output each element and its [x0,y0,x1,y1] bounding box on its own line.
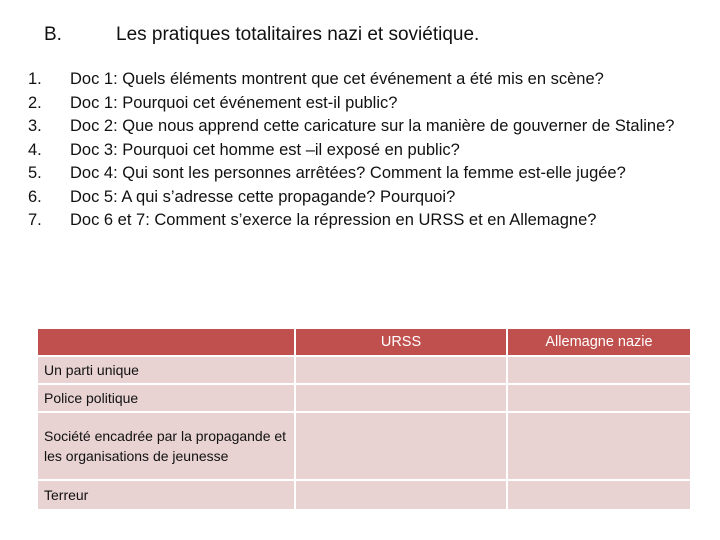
header-allemagne: Allemagne nazie [507,328,691,356]
question-number: 1. [28,70,42,88]
question-number: 7. [28,211,42,229]
cell-allemagne[interactable] [507,356,691,384]
cell-urss[interactable] [295,412,507,480]
question-text: Doc 4: Qui sont les personnes arrêtées? Comment la femme est-elle jugée? [70,164,626,182]
table-header-row [37,328,691,356]
question-number: 3. [28,117,42,135]
cell-allemagne[interactable] [507,384,691,412]
table-row [37,412,691,480]
question-text: Doc 3: Pourquoi cet homme est –il exposé en public? [70,140,460,159]
question-item [28,209,698,233]
question-text: Doc 6 et 7: Comment s’exerce la répression en URSS et en Allemagne? [70,211,597,229]
question-item [28,186,698,210]
section-letter: B. [44,24,62,45]
question-text: Doc 5: A qui s’adresse cette propagande? Pourquoi? [70,187,456,206]
cell-urss[interactable] [295,480,507,510]
row-label: Société encadrée par la propagande et les organisations de jeunesse [37,412,295,480]
row-label: Terreur [37,480,295,510]
question-item [28,162,698,186]
header-empty-cell [37,328,295,356]
cell-allemagne[interactable] [507,480,691,510]
question-item [28,68,698,92]
question-number: 5. [28,164,42,182]
question-text: Doc 1: Pourquoi cet événement est-il public? [70,93,398,112]
question-number: 2. [28,93,42,112]
row-label: Un parti unique [37,356,295,384]
cell-allemagne[interactable] [507,412,691,480]
question-number: 4. [28,140,42,159]
question-item [28,115,698,139]
question-item [28,92,698,116]
question-list [28,68,698,233]
cell-urss[interactable] [295,356,507,384]
question-item [28,139,698,163]
section-title: Les pratiques totalitaires nazi et soviétique. [116,24,480,45]
cell-urss[interactable] [295,384,507,412]
header-urss: URSS [295,328,507,356]
question-text: Doc 1: Quels éléments montrent que cet événement a été mis en scène? [70,70,604,88]
table-row [37,356,691,384]
table-row [37,384,691,412]
question-number: 6. [28,187,42,206]
question-text: Doc 2: Que nous apprend cette caricature sur la manière de gouverner de Staline? [70,117,675,135]
row-label: Police politique [37,384,295,412]
section-heading [0,24,720,50]
comparison-table [36,327,692,511]
table-row [37,480,691,510]
